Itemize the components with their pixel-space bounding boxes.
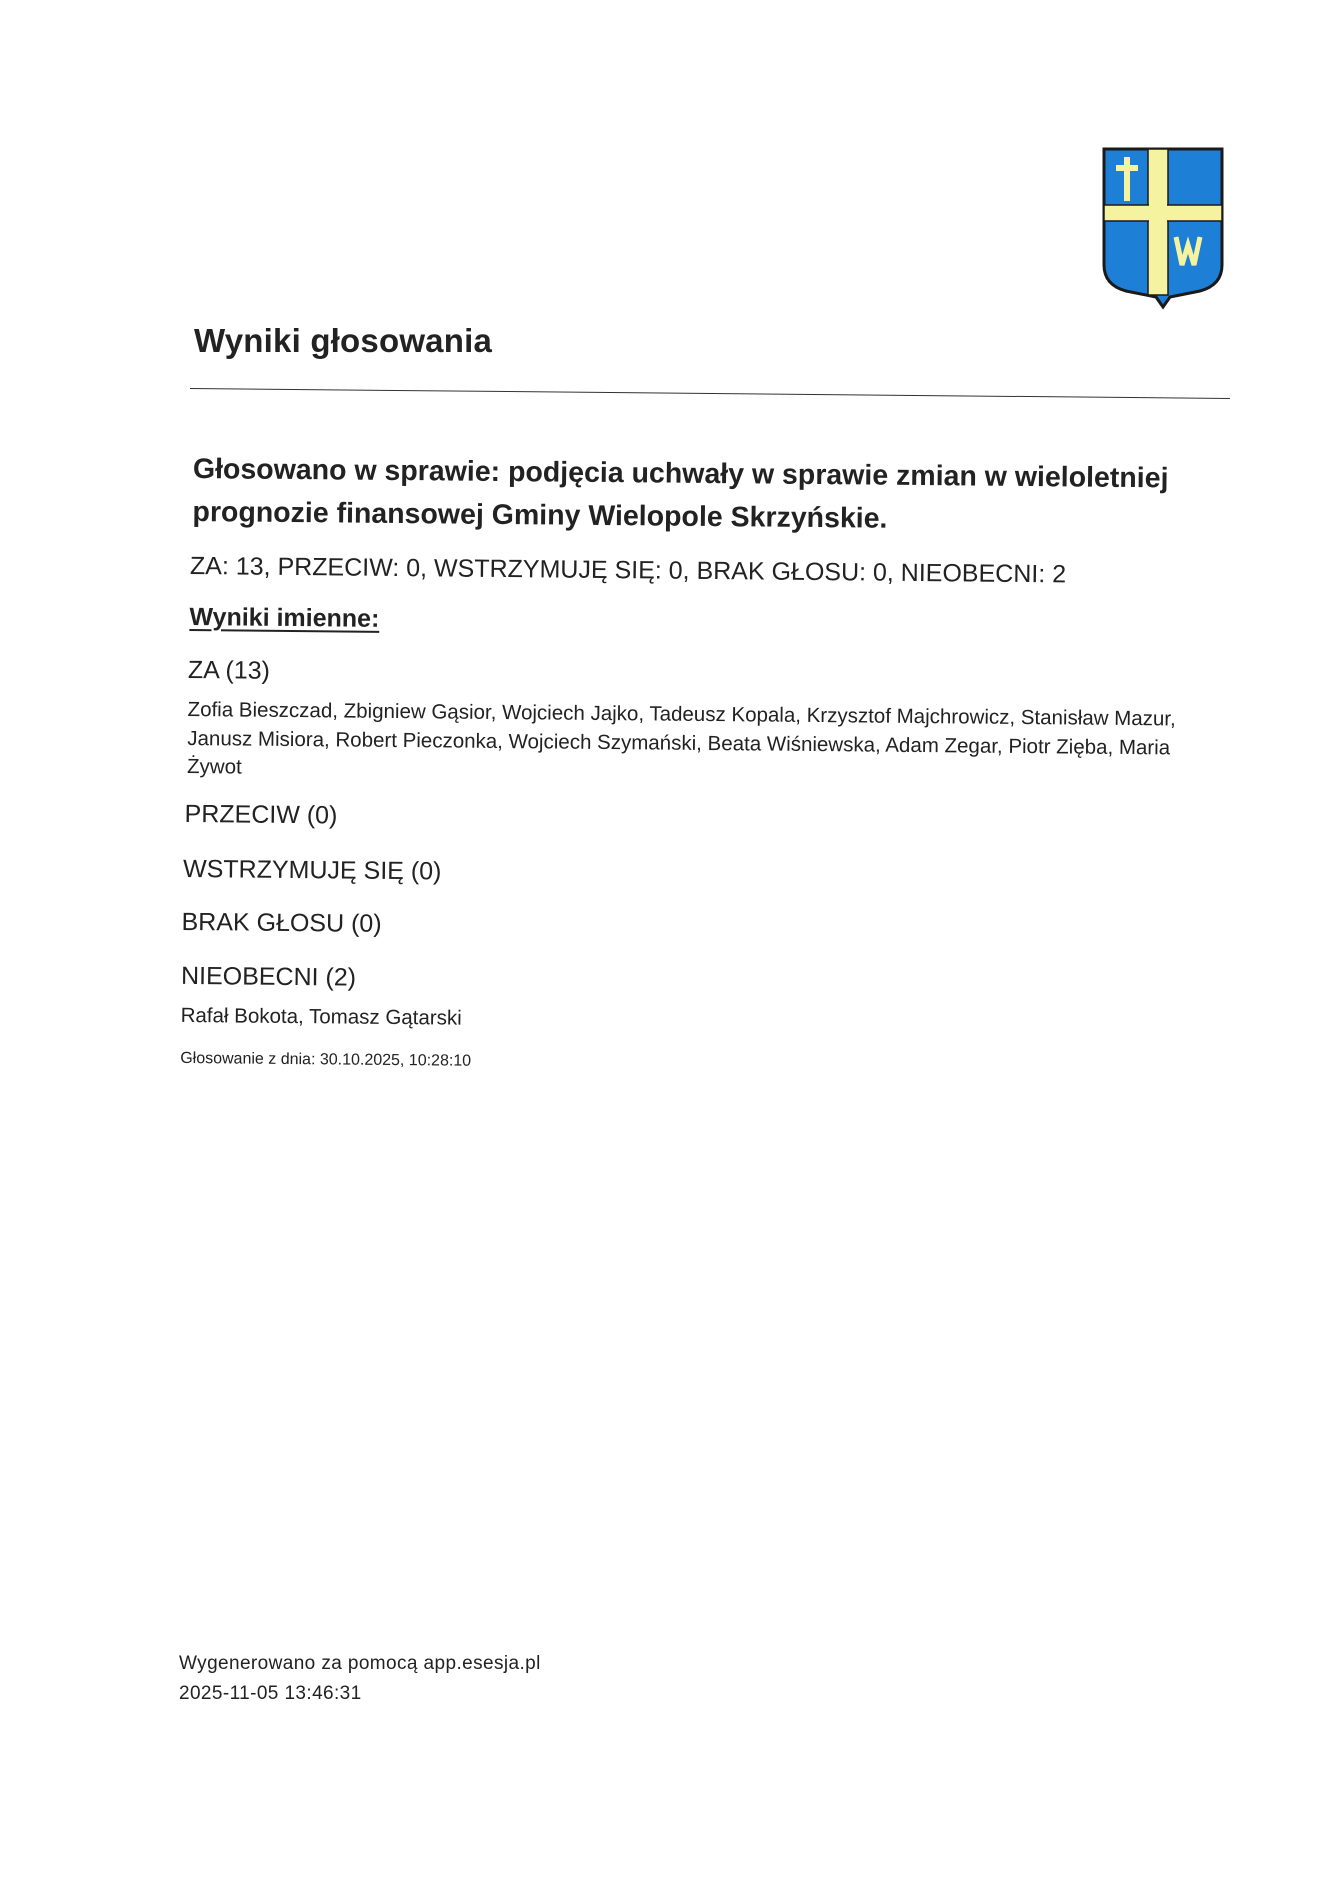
group-label-przeciw: PRZECIW (0): [184, 799, 338, 830]
page-title: Wyniki głosowania: [194, 322, 493, 359]
group-label-nieobecni: NIEOBECNI (2): [180, 961, 357, 992]
group-label-brak-glosu: BRAK GŁOSU (0): [181, 907, 382, 938]
vote-subject: Głosowano w sprawie: podjęcia uchwały w sprawie zmian w wieloletniej prognozie finansowej Gminy Wielopole Skrzyńskie.: [192, 453, 1169, 535]
named-results-header: Wyniki imienne:: [189, 603, 380, 633]
footer-generated-at: 2025-11-05 13:46:31: [179, 1683, 362, 1704]
group-label-za: ZA (13): [187, 655, 271, 685]
group-names-za: Zofia Bieszczad, Zbigniew Gąsior, Wojciech Jajko, Tadeusz Kopala, Krzysztof Majchrowicz, Stanisław Mazur, Janusz Misiora, Robert Pieczonka, Wojciech Szymański, Beata Wiśniewska, Adam Zegar, Piotr Zięba, Maria Żywot: [186, 697, 1176, 779]
footer-generated-by: Wygenerowano za pomocą app.esesja.pl: [179, 1653, 541, 1674]
vote-date: Głosowanie z dnia: 30.10.2025, 10:28:10: [180, 1049, 472, 1070]
vote-summary: ZA: 13, PRZECIW: 0, WSTRZYMUJĘ SIĘ: 0, BRAK GŁOSU: 0, NIEOBECNI: 2: [189, 552, 1067, 589]
group-names-nieobecni: Rafał Bokota, Tomasz Gątarski: [180, 1003, 462, 1030]
group-label-wstrzymuje: WSTRZYMUJĘ SIĘ (0): [182, 854, 442, 886]
